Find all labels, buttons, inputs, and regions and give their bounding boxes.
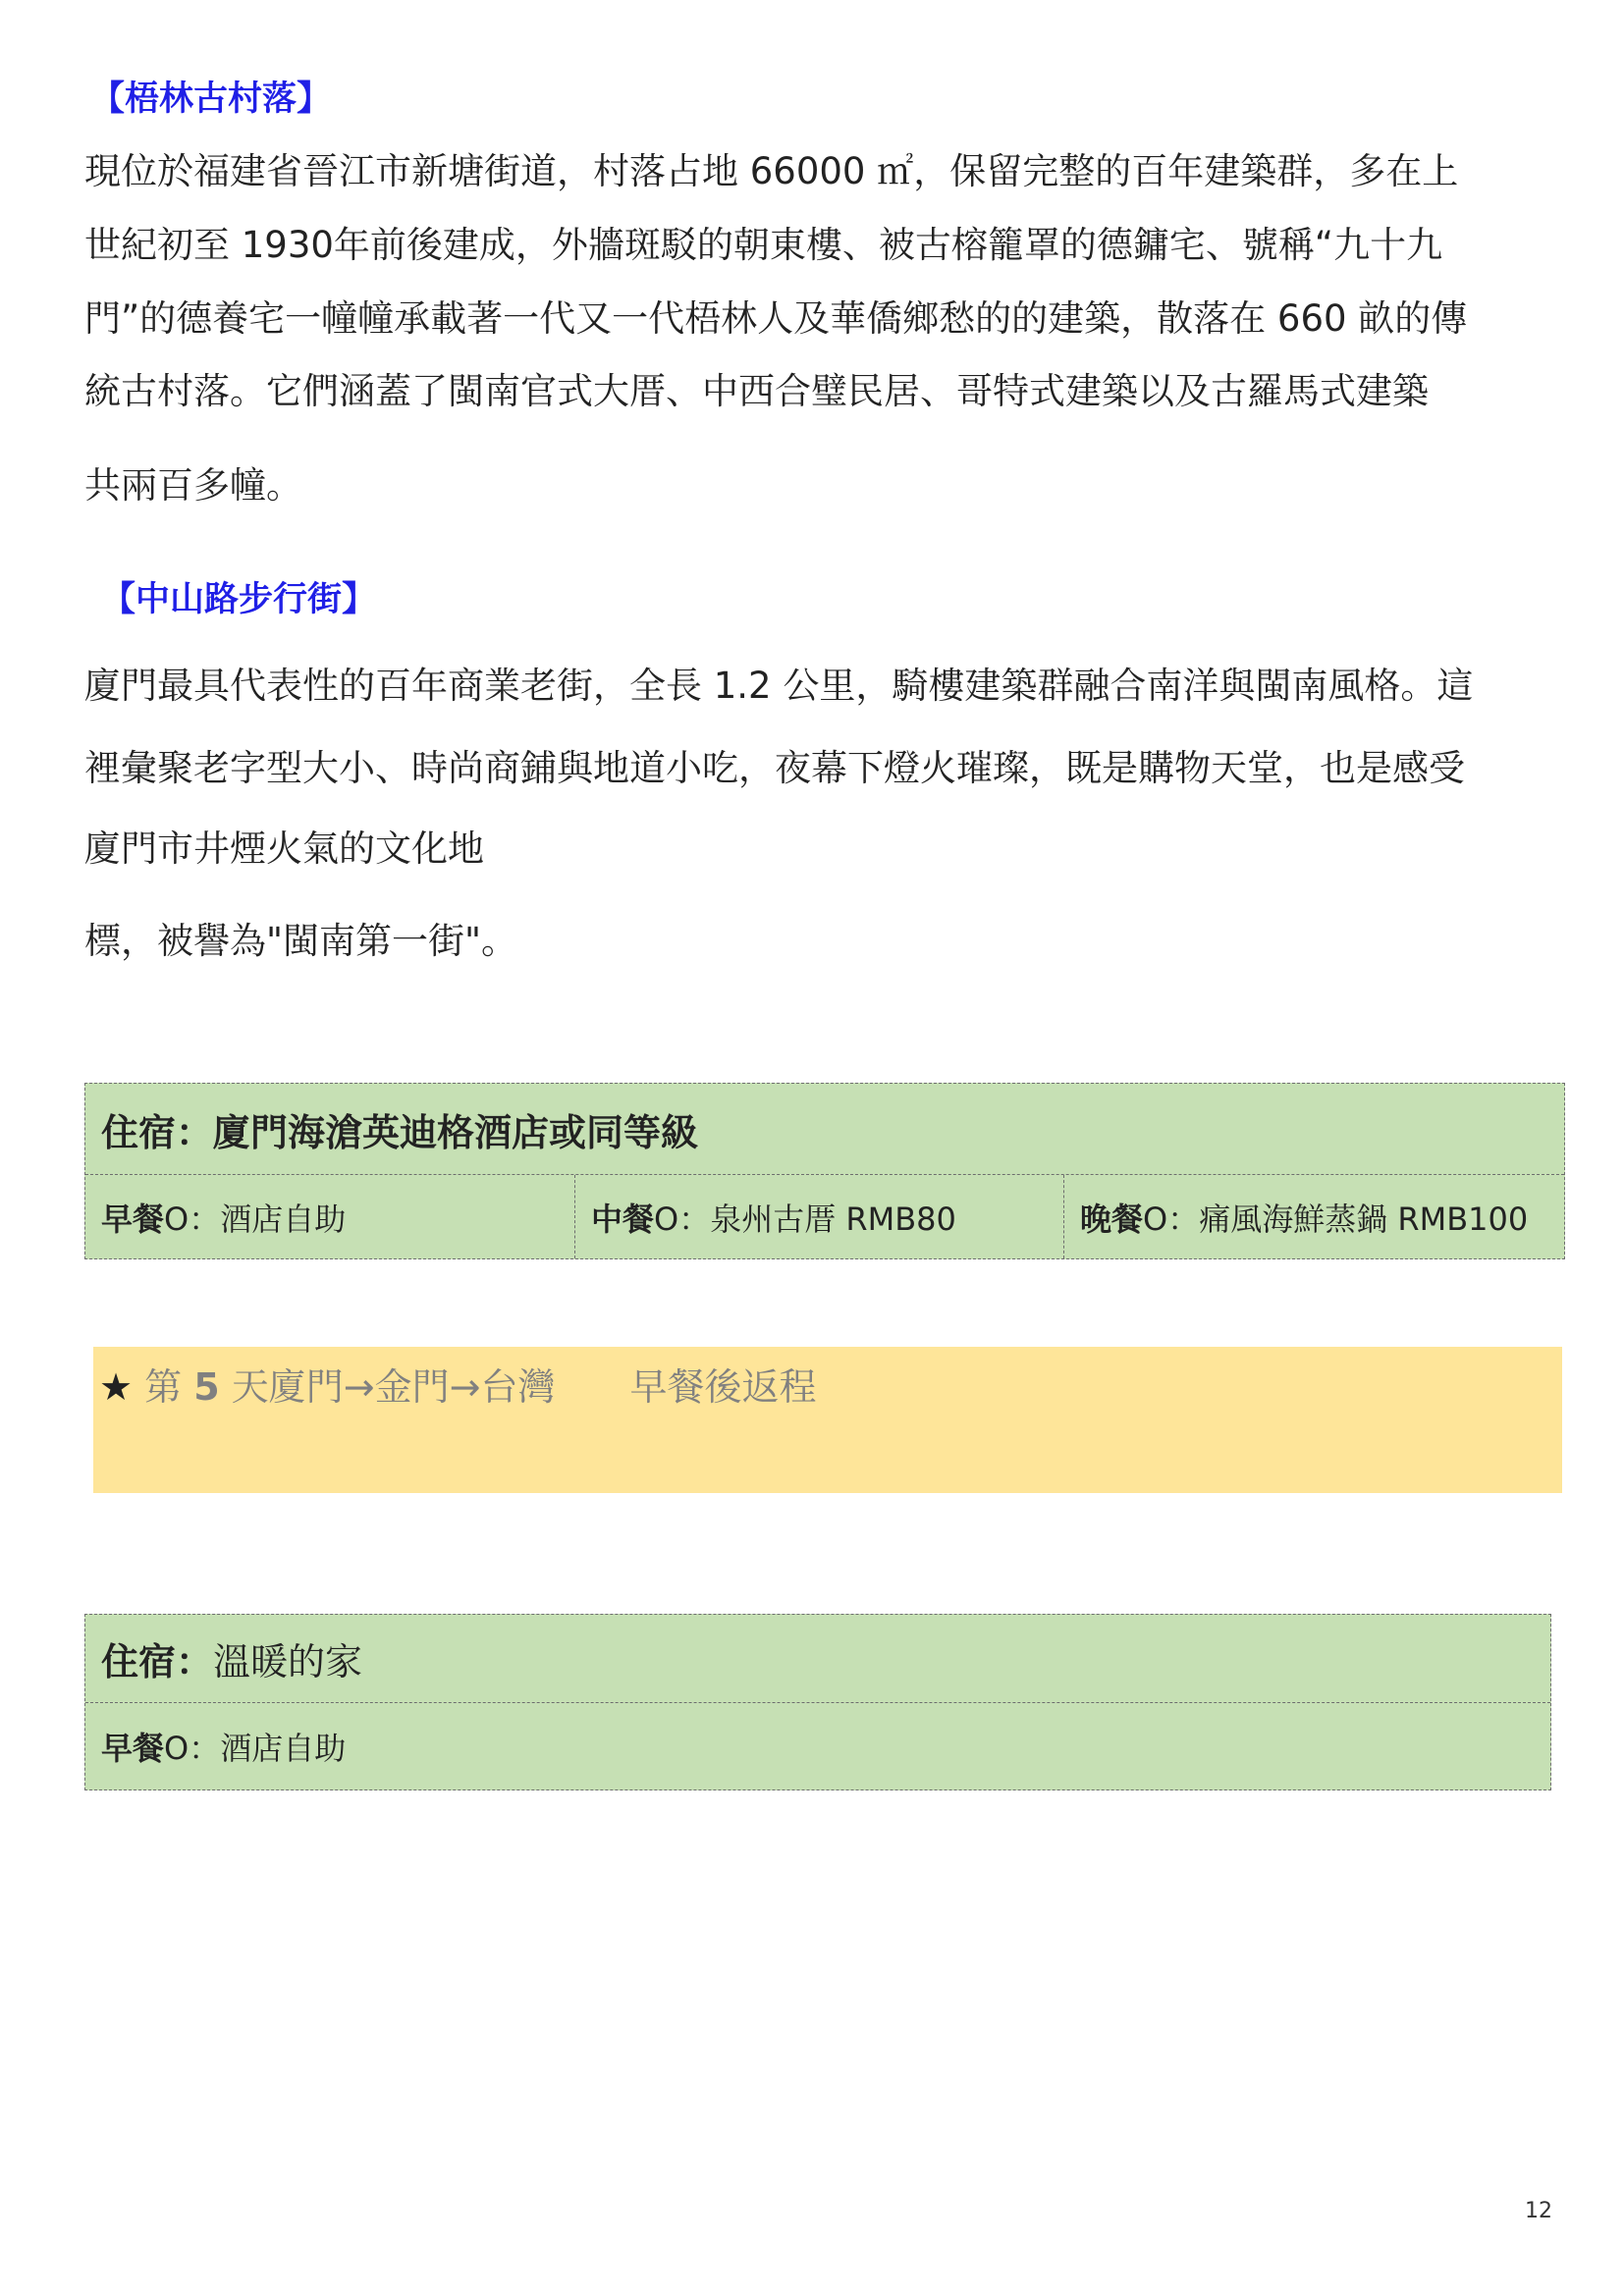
breakfast-label: 早餐 — [101, 1200, 165, 1238]
paragraph-line: 統古村落。它們涵蓋了閩南官式大厝、中西合璧民居、哥特式建築以及古羅馬式建築 — [84, 370, 1429, 412]
lodging-meal-table — [84, 1083, 1565, 1259]
paragraph-line: 標，被譽為"閩南第一街"。 — [84, 920, 518, 962]
lodging-cell — [85, 1084, 1564, 1174]
star-icon: ★ — [99, 1365, 134, 1409]
paragraph-line: 門”的德養宅一幢幢承載著一代又一代梧林人及華僑鄉愁的的建築，散落在 660 畝的傳 — [84, 297, 1468, 340]
meal-row — [85, 1702, 1550, 1789]
lodging-label: 住宿： — [101, 1640, 214, 1683]
day-title — [99, 1365, 817, 1409]
dinner-value: O：痛風海鮮蒸鍋 RMB100 — [1143, 1200, 1529, 1238]
paragraph-line: 現位於福建省晉江市新塘街道，村落占地 66000 ㎡，保留完整的百年建築群，多在上 — [84, 150, 1459, 192]
lunch-cell — [574, 1175, 1063, 1258]
day-banner — [93, 1347, 1562, 1493]
paragraph-line: 廈門市井煙火氣的文化地 — [84, 828, 484, 870]
breakfast-cell — [85, 1703, 1550, 1789]
page-number: 12 — [1525, 2199, 1552, 2223]
day-route: 天廈門→金門→台灣 — [219, 1365, 556, 1409]
paragraph-line: 世紀初至 1930年前後建成，外牆斑駁的朝東樓、被古榕籠罩的德鏞宅、號稱“九十九 — [84, 224, 1443, 266]
lunch-label: 中餐 — [591, 1200, 655, 1238]
breakfast-cell — [85, 1175, 574, 1258]
lodging-meal-table-day5 — [84, 1614, 1551, 1790]
dinner-label: 晚餐 — [1080, 1200, 1144, 1238]
lodging-label: 住宿： — [101, 1110, 214, 1154]
meal-row — [85, 1174, 1564, 1258]
day-number: 5 — [193, 1365, 220, 1409]
paragraph-line: 共兩百多幢。 — [84, 464, 302, 507]
day-note: 早餐後返程 — [629, 1365, 817, 1409]
lunch-value: O：泉州古厝 RMB80 — [654, 1200, 956, 1238]
paragraph-line: 廈門最具代表性的百年商業老街，全長 1.2 公里，騎樓建築群融合南洋與閩南風格。這 — [84, 665, 1474, 707]
breakfast-value: O：酒店自助 — [164, 1200, 347, 1238]
lodging-cell — [85, 1615, 1550, 1702]
dinner-cell — [1063, 1175, 1564, 1258]
day-prefix: 第 — [133, 1365, 194, 1409]
lodging-row — [85, 1084, 1564, 1174]
breakfast-value: O：酒店自助 — [164, 1730, 347, 1767]
section-heading-zhongshan: 【中山路步行街】 — [101, 580, 377, 619]
lodging-value: 廈門海滄英迪格酒店或同等級 — [213, 1110, 699, 1154]
lodging-value: 溫暖的家 — [213, 1640, 363, 1683]
breakfast-label: 早餐 — [101, 1730, 165, 1767]
paragraph-line: 裡彙聚老字型大小、時尚商鋪與地道小吃，夜幕下燈火璀璨，既是購物天堂，也是感受 — [84, 747, 1465, 789]
lodging-row — [85, 1615, 1550, 1702]
section-heading-wulin: 【梧林古村落】 — [90, 80, 332, 119]
